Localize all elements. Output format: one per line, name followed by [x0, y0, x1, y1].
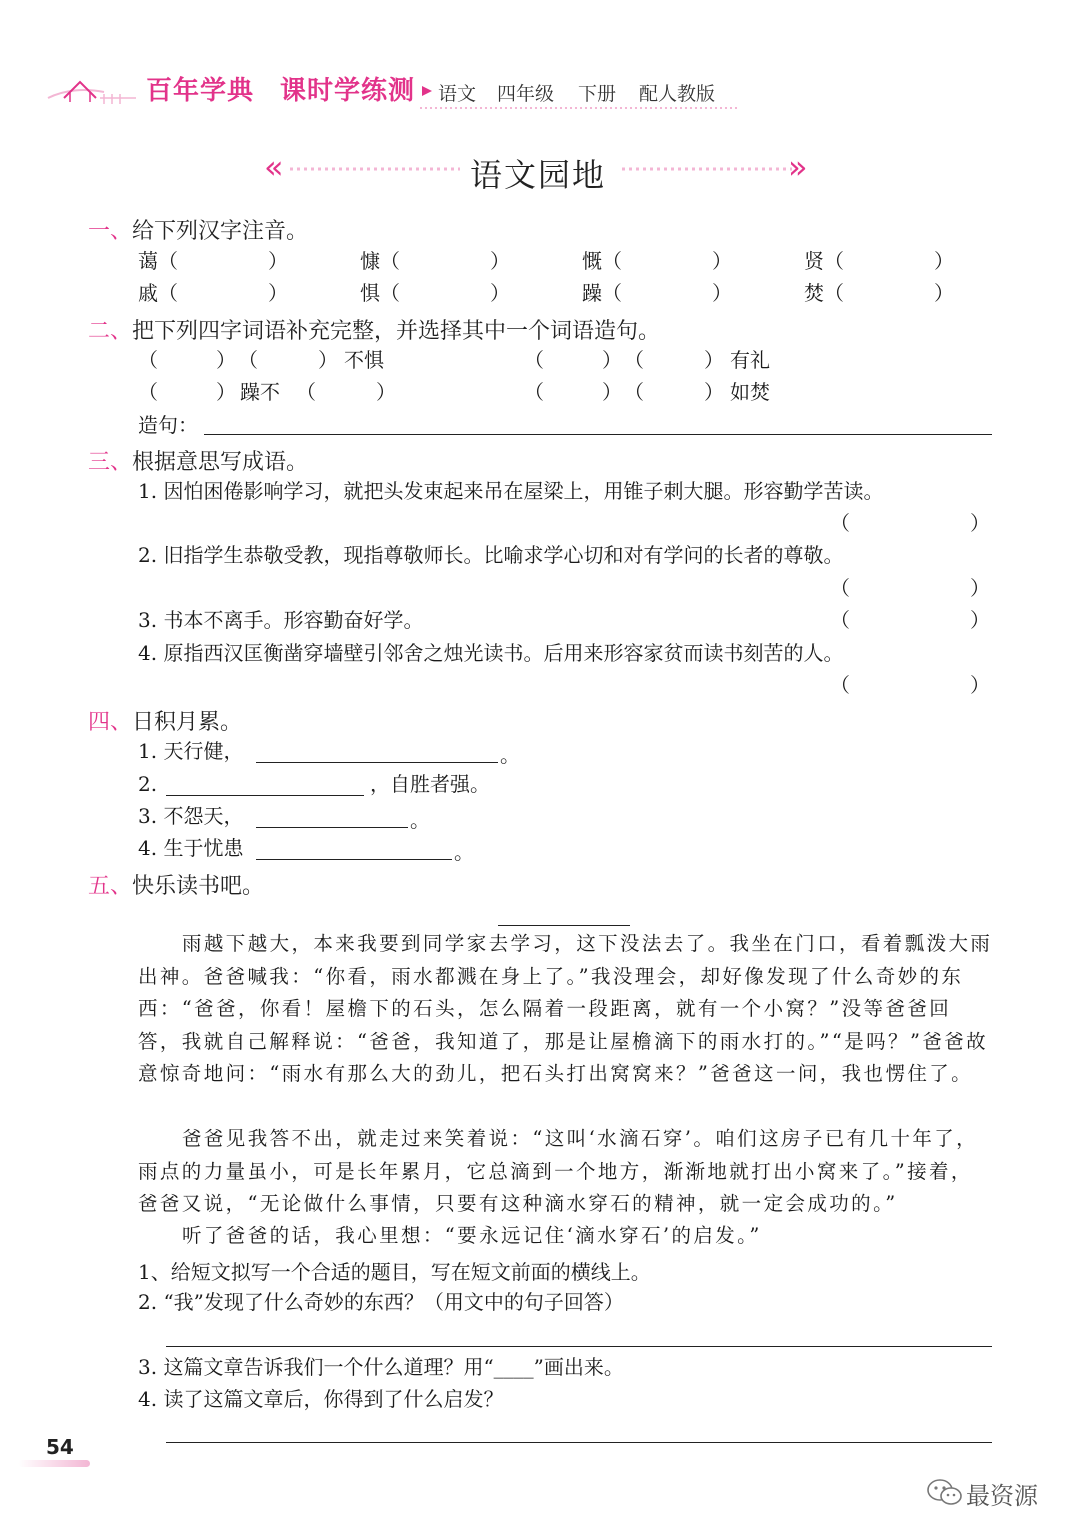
pinyin-answer-blank[interactable]: ） [268, 281, 288, 305]
reading-question: 4. 读了这篇文章后，你得到了什么启发？ [138, 1387, 504, 1411]
header-dotted-rule [420, 105, 740, 111]
char: 戚 [138, 281, 158, 305]
passage-paragraph: 雨越下越大，本来我要到同学家去学习，这下没法去了。我坐在门口，看着瓢泼大雨出神。爸爸喊我：“你看，雨水都溅在身上了。”我没理会，却好像发现了什么奇妙的东西：“爸爸，你看！屋檐下的石头，怎么隔着一段距离，就有一个小窝？”没等爸爸回答，我就自己解释说：“爸爸，我知道了，那是让屋檐滴下的雨水打的。”“是吗？”爸爸故意惊奇地问：“雨水有那么大的劲儿，把石头打出窝窝来？”爸爸这一问，我也愣住了。 [138, 932, 993, 1085]
reading-question: 2. “我”发现了什么奇妙的东西？（用文中的句子回答） [138, 1290, 624, 1314]
answer-line[interactable] [166, 1346, 992, 1347]
section-label: 把下列四字词语补充完整，并选择其中一个词语造句。 [132, 319, 661, 344]
char: 慨 [582, 249, 602, 273]
house-logo-icon [44, 64, 140, 108]
idiom-blank[interactable]: （ [238, 348, 258, 372]
question-item: 2. 旧指学生恭敬受教，现指尊敬师长。比喻求学心切和对有学问的长者的尊敬。 [138, 543, 844, 567]
section-number: 二、 [88, 319, 133, 344]
pinyin-answer-blank[interactable]: ） [490, 249, 510, 273]
section-heading [88, 445, 308, 476]
section-number: 一、 [88, 219, 133, 244]
idiom-blank[interactable]: ） [602, 380, 622, 404]
answer-paren-open[interactable]: （ [830, 511, 850, 535]
page-number: 54 [46, 1435, 74, 1459]
wechat-icon [926, 1478, 964, 1508]
period-mark: 。 [500, 743, 520, 767]
answer-paren-close[interactable]: ） [970, 511, 990, 535]
fill-item: 3. 不怨天， [138, 804, 244, 828]
pinyin-answer-blank[interactable]: ） [934, 249, 954, 273]
idiom-blank[interactable]: （ [138, 348, 158, 372]
passage-paragraph: 听了爸爸的话，我心里想：“要永远记住‘滴水穿石’的启发。” [182, 1224, 762, 1247]
idiom-blank[interactable]: ） [318, 348, 338, 372]
answer-paren-open[interactable]: （ [830, 673, 850, 697]
pinyin-item: 贤（ [804, 249, 844, 273]
pinyin-item: 戚（ [138, 281, 178, 305]
pinyin-item: 惧（ [360, 281, 400, 305]
pinyin-item: 蔼（ [138, 249, 178, 273]
idiom-fixed-text: 躁不 [240, 380, 280, 404]
section-label: 日积月累。 [132, 710, 243, 735]
pinyin-item: 躁（ [582, 281, 622, 305]
question-item: 1. 因怕困倦影响学习，就把头发束起来吊在屋梁上，用锥子刺大腿。形容勤学苦读。 [138, 479, 884, 503]
pinyin-answer-blank[interactable]: ） [934, 281, 954, 305]
question-item: 3. 书本不离手。形容勤奋好学。 [138, 608, 424, 632]
char: 贤 [804, 249, 824, 273]
title-right-chevron-icon: » [788, 148, 808, 186]
pinyin-answer-blank[interactable]: ） [490, 281, 510, 305]
idiom-blank[interactable]: （ [524, 380, 544, 404]
char: 惧 [360, 281, 380, 305]
section-heading [88, 869, 264, 900]
answer-line[interactable] [166, 1442, 992, 1443]
idiom-blank[interactable]: （ [524, 348, 544, 372]
idiom-blank[interactable]: ） [704, 348, 724, 372]
reading-question: 1、给短文拟写一个合适的题目，写在短文前面的横线上。 [138, 1260, 651, 1284]
idiom-blank[interactable]: ） [216, 348, 236, 372]
volume-label: 下册 [578, 83, 617, 105]
fill-blank-line[interactable] [256, 762, 498, 763]
title-right-dots [622, 166, 792, 172]
section-heading [88, 705, 242, 736]
char: 躁 [582, 281, 602, 305]
fill-item-suffix: ，自胜者强。 [370, 772, 490, 796]
reading-question: 3. 这篇文章告诉我们一个什么道理？用“____”画出来。 [138, 1355, 624, 1379]
char: 焚 [804, 281, 824, 305]
pinyin-item: 慷（ [360, 249, 400, 273]
answer-paren-close[interactable]: ） [970, 673, 990, 697]
fill-blank-line[interactable] [256, 827, 408, 828]
answer-paren-open[interactable]: （ [830, 608, 850, 632]
series-title: 课时学练测 [280, 76, 416, 106]
idiom-blank[interactable]: （ [624, 348, 644, 372]
idiom-blank[interactable]: ） [602, 348, 622, 372]
idiom-blank[interactable]: （ [624, 380, 644, 404]
answer-paren-close[interactable]: ） [970, 608, 990, 632]
page-title: 语文园地 [470, 156, 607, 194]
idiom-blank[interactable]: （ [296, 380, 316, 404]
period-mark: 。 [454, 840, 474, 864]
section-label: 快乐读书吧。 [132, 874, 265, 899]
fill-item: 2. [138, 772, 158, 796]
idiom-blank[interactable]: ） [704, 380, 724, 404]
pinyin-answer-blank[interactable]: ） [268, 249, 288, 273]
section-label: 根据意思写成语。 [132, 450, 309, 475]
fill-item: 1. 天行健， [138, 739, 244, 763]
answer-paren-open[interactable]: （ [830, 576, 850, 600]
passage-paragraph: 爸爸见我答不出，就走过来笑着说：“这叫‘水滴石穿’。咱们这房子已有几十年了，雨点的力量虽小，可是长年累月，它总滴到一个地方，渐渐地就打出小窝来了。”接着，爸爸又说，“无论做什么事情，只要有这种滴水穿石的精神，就一定会成功的。” [138, 1127, 979, 1215]
pinyin-answer-blank[interactable]: ） [712, 249, 732, 273]
section-number: 四、 [88, 710, 133, 735]
fill-blank-line[interactable] [166, 795, 364, 796]
idiom-fixed-text: 如焚 [730, 380, 770, 404]
idiom-fixed-text: 有礼 [730, 348, 770, 372]
pinyin-answer-blank[interactable]: ） [712, 281, 732, 305]
idiom-blank[interactable]: （ [138, 380, 158, 404]
char: 蔼 [138, 249, 158, 273]
grade-label: 四年级 [497, 83, 555, 105]
section-label: 给下列汉字注音。 [132, 219, 309, 244]
sentence-label: 造句： [138, 413, 198, 437]
idiom-blank[interactable]: ） [216, 380, 236, 404]
sentence-answer-line[interactable] [204, 434, 992, 435]
char: 慷 [360, 249, 380, 273]
period-mark: 。 [410, 808, 430, 832]
idiom-fixed-text: 不惧 [344, 348, 384, 372]
section-number: 三、 [88, 450, 133, 475]
section-number: 五、 [88, 874, 133, 899]
watermark-text: 最资源 [966, 1482, 1038, 1510]
idiom-blank[interactable]: ） [376, 380, 396, 404]
section-heading [88, 214, 308, 245]
question-item: 4. 原指西汉匡衡凿穿墙壁引邻舍之烛光读书。后用来形容家贫而读书刻苦的人。 [138, 641, 844, 665]
answer-paren-close[interactable]: ） [970, 576, 990, 600]
subject-label: 语文 [438, 83, 477, 105]
fill-blank-line[interactable] [256, 859, 452, 860]
pinyin-item: 焚（ [804, 281, 844, 305]
passage-title-blank[interactable] [498, 925, 630, 926]
title-left-dots [290, 166, 460, 172]
pinyin-item: 慨（ [582, 249, 622, 273]
fill-item: 4. 生于忧患 [138, 836, 244, 860]
section-heading [88, 314, 660, 345]
brand-title: 百年学典 [146, 76, 255, 106]
title-left-chevron-icon: « [264, 148, 284, 186]
edition-label: 配人教版 [639, 83, 716, 105]
page-number-bar [18, 1460, 90, 1467]
header-arrow-icon [420, 84, 434, 98]
